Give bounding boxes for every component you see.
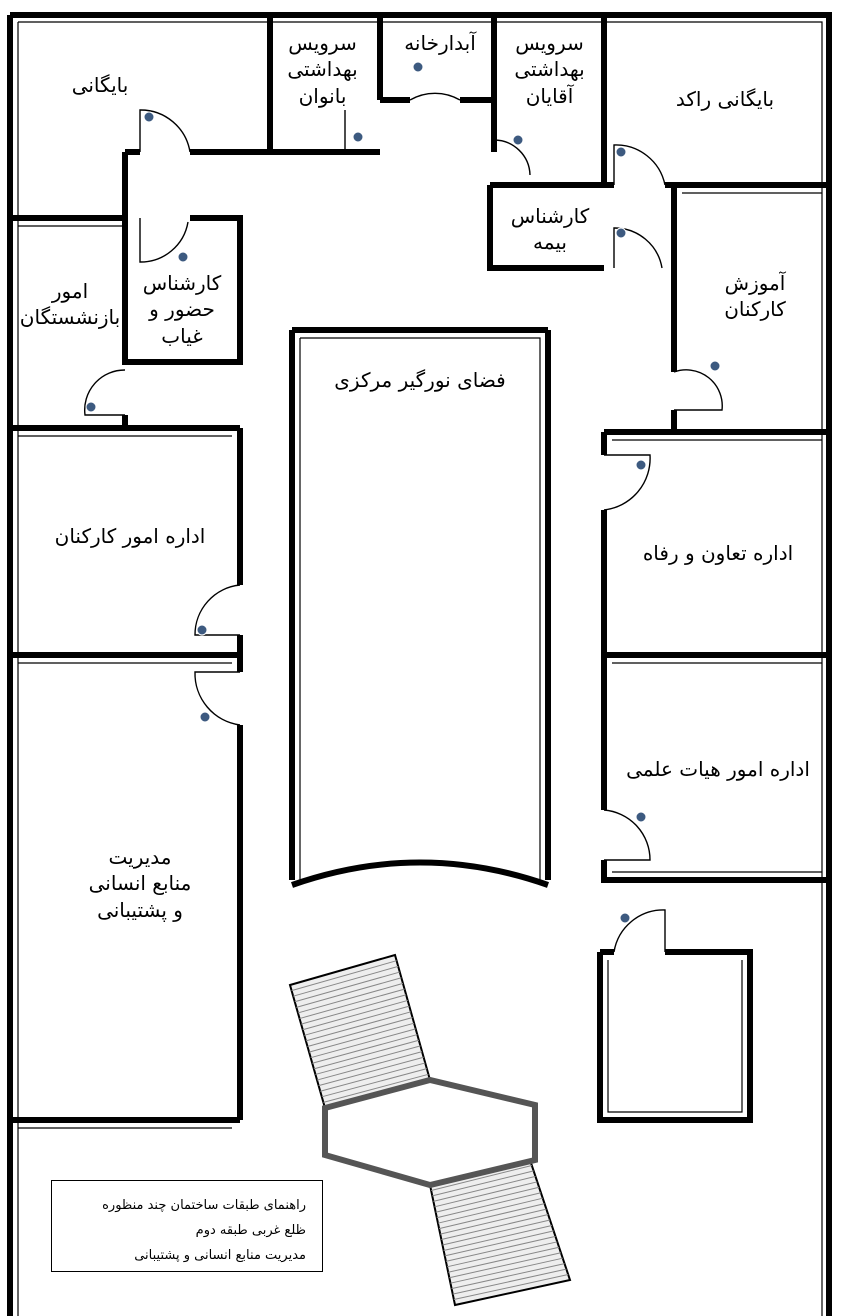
room-insurance-expert: کارشناس بیمه [510,204,590,255]
room-retirement-affairs: امور بازنشستگان [19,279,121,330]
room-restroom-women: سرویس بهداشتی بانوان [287,31,358,108]
lightwell-curve [292,863,548,886]
room-hr-management: مدیریت منابع انسانی و پشتیبانی [88,845,192,922]
room-personnel-affairs: اداره امور کارکنان [54,524,206,548]
room-pantry: آبدارخانه [404,31,476,55]
room-staff-training: آموزش کارکنان [724,271,786,322]
legend-box [51,1180,323,1272]
room-archive-left: بایگانی [71,73,129,97]
room-faculty-affairs: اداره امور هیات علمی [626,757,810,781]
staircase [290,955,570,1305]
room-restroom-men: سرویس بهداشتی آقایان [514,31,585,108]
legend-line-2: ظلع غربی طبقه دوم [195,1223,306,1238]
room-cooperation-welfare: اداره تعاون و رفاه [642,541,794,565]
legend-line-3: مدیریت منابع انسانی و پشتیبانی [134,1248,306,1263]
room-attendance-expert: کارشناس حضور و غیاب [142,271,222,348]
legend-line-1: راهنمای طبقات ساختمان چند منظوره [102,1198,306,1213]
room-central-lightwell: فضای نورگیر مرکزی [334,368,506,392]
room-archive-static: بایگانی راکد [675,87,775,111]
